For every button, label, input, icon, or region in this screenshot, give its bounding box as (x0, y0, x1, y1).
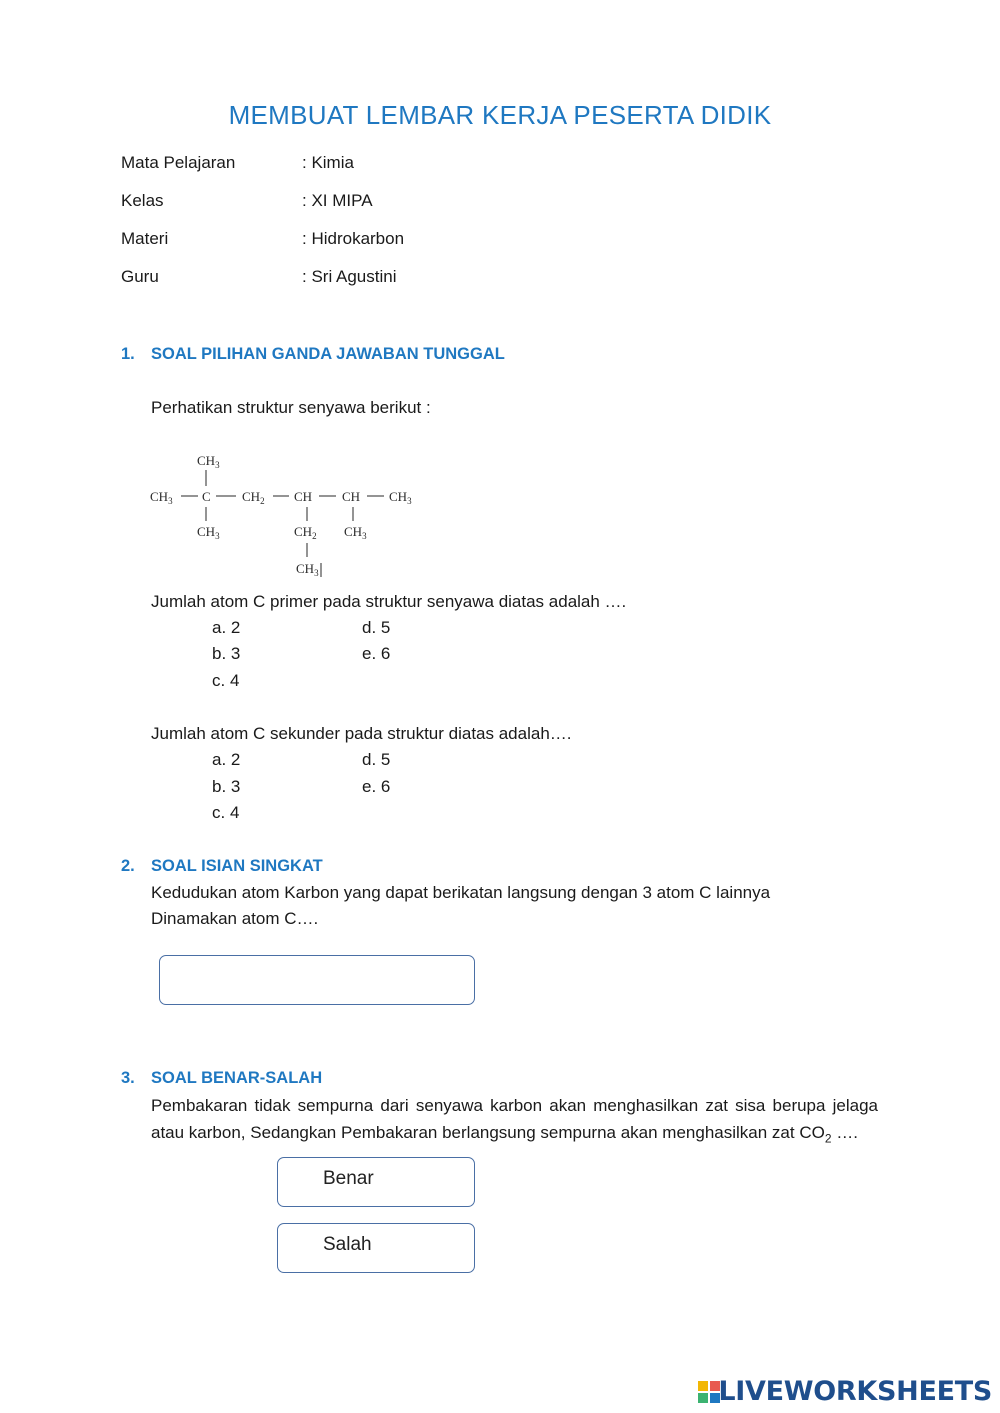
section3-heading: SOAL BENAR-SALAH (151, 1069, 323, 1087)
q1-option-e[interactable]: e. 6 (362, 644, 391, 663)
section3-number: 3. (121, 1069, 135, 1087)
atom-ch3-left: $CH_3$ (150, 489, 173, 506)
q2-option-b[interactable]: b. 3 (212, 777, 241, 796)
liveworksheets-logo-icon (698, 1381, 720, 1403)
section1-heading: SOAL PILIHAN GANDA JAWABAN TUNGGAL (151, 345, 505, 363)
q1-option-c[interactable]: c. 4 (212, 671, 240, 690)
info-label-subject: Mata Pelajaran (121, 153, 236, 172)
info-value-topic: : Hidrokarbon (302, 229, 405, 248)
short-answer-input[interactable] (159, 955, 475, 1005)
section2-question-line1: Kedudukan atom Karbon yang dapat berikatan langsung dengan 3 atom C lainnya (151, 883, 771, 902)
info-value-class: : XI MIPA (302, 191, 373, 210)
atom-ch3-branch-b: $CH_3$ (344, 524, 367, 541)
section1-intro: Perhatikan struktur senyawa berikut : (151, 398, 431, 417)
atom-ch-a: CH (294, 489, 313, 504)
false-option-button[interactable]: Salah (277, 1223, 475, 1273)
atom-ch3-bottom: $CH_3$ (296, 561, 319, 578)
q1-option-d[interactable]: d. 5 (362, 618, 391, 637)
true-option-button[interactable]: Benar (277, 1157, 475, 1207)
question1-text: Jumlah atom C primer pada struktur senyawa diatas adalah …. (151, 592, 627, 611)
atom-ch3-right: $CH_3$ (389, 489, 412, 506)
info-label-teacher: Guru (121, 267, 159, 286)
atom-ch3-top: $CH_3$ (197, 453, 220, 470)
section2-question-line2: Dinamakan atom C…. (151, 909, 319, 928)
chemical-structure-diagram (140, 445, 440, 585)
page-title: MEMBUAT LEMBAR KERJA PESERTA DIDIK (228, 100, 772, 130)
q1-option-b[interactable]: b. 3 (212, 644, 241, 663)
q2-option-e[interactable]: e. 6 (362, 777, 391, 796)
section3-statement: Pembakaran tidak sempurna dari senyawa karbon akan menghasilkan zat sisa berupa jelaga atau karbon, Sedangkan Pembakaran berlangsung sempurna akan menghasilkan zat $CO_2$ …. (151, 1096, 878, 1145)
section1-number: 1. (121, 345, 135, 363)
section2-number: 2. (121, 857, 135, 875)
atom-ch2-branch: $CH_2$ (294, 524, 317, 541)
atom-ch-b: CH (342, 489, 361, 504)
q2-option-c[interactable]: c. 4 (212, 803, 240, 822)
info-value-teacher: : Sri Agustini (302, 267, 397, 286)
info-label-topic: Materi (121, 229, 169, 248)
section2-heading: SOAL ISIAN SINGKAT (151, 857, 323, 875)
q2-option-a[interactable]: a. 2 (212, 750, 241, 769)
info-value-subject: : Kimia (302, 153, 354, 172)
atom-ch3-bottom-left: $CH_3$ (197, 524, 220, 541)
atom-c-quaternary: C (202, 489, 211, 504)
info-label-class: Kelas (121, 191, 164, 210)
atom-ch2-main: $CH_2$ (242, 489, 265, 506)
brand-name[interactable]: LIVEWORKSHEETS (718, 1376, 992, 1407)
q2-option-d[interactable]: d. 5 (362, 750, 391, 769)
question2-text: Jumlah atom C sekunder pada struktur diatas adalah…. (151, 724, 572, 743)
q1-option-a[interactable]: a. 2 (212, 618, 241, 637)
